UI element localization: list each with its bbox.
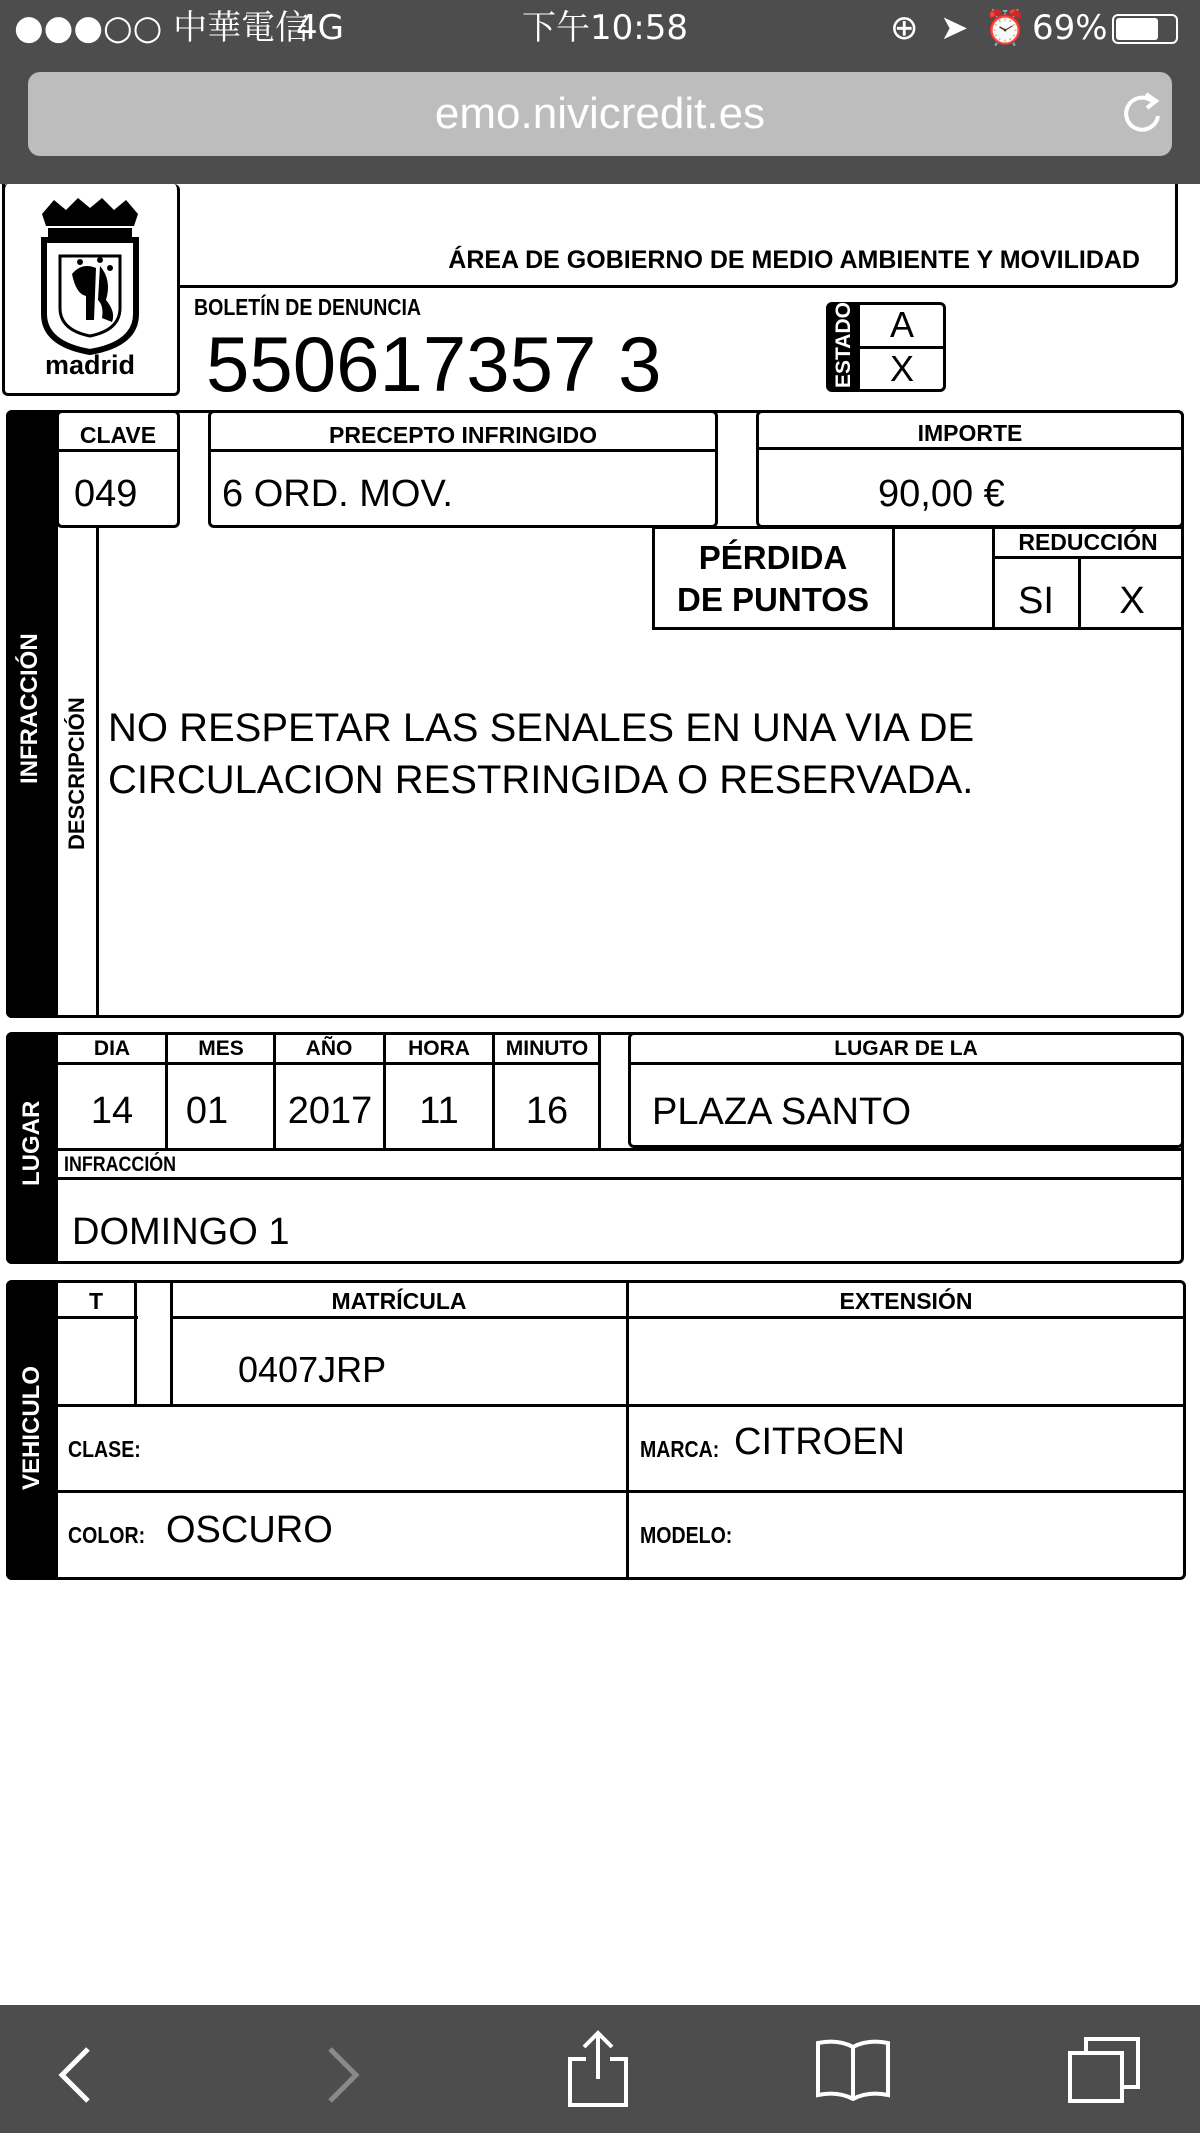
lugar-mid-divider xyxy=(56,1148,1184,1151)
bulletin-number: 550617357 3 xyxy=(206,320,662,408)
hora-label: HORA xyxy=(408,1037,470,1060)
importe-label: IMPORTE xyxy=(917,420,1023,446)
clave-divider xyxy=(56,449,180,452)
clock: 下午10:58 xyxy=(522,8,688,48)
clave-label: CLAVE xyxy=(79,422,157,448)
marca-value: CITROEN xyxy=(734,1421,905,1463)
t-label: T xyxy=(88,1288,104,1314)
modelo-label: MODELO: xyxy=(640,1522,733,1548)
carrier-label: ●●●○○ 中華電信 xyxy=(14,8,310,48)
url-field[interactable] xyxy=(28,72,1172,156)
matricula-header-divider xyxy=(170,1316,1186,1319)
rotation-lock-icon: ⊕ xyxy=(890,8,919,48)
dia-label: DIA xyxy=(93,1037,131,1060)
browser-address-bar xyxy=(0,58,1200,184)
tabs-icon[interactable] xyxy=(1066,2035,1142,2105)
mes-value: 01 xyxy=(185,1090,229,1132)
extension-label: EXTENSIÓN xyxy=(839,1288,973,1314)
marca-label: MARCA: xyxy=(640,1436,720,1462)
madrid-coat-of-arms-icon xyxy=(20,196,160,356)
reduccion-si: SI xyxy=(1018,580,1054,622)
logo-text: madrid xyxy=(44,350,136,380)
network-label: 4G xyxy=(296,8,344,48)
reduccion-label: REDUCCIÓN xyxy=(1018,529,1158,555)
browser-toolbar xyxy=(0,2005,1200,2133)
mes-label: MES xyxy=(198,1037,244,1060)
descripcion-line-2: CIRCULACION RESTRINGIDA O RESERVADA. xyxy=(108,758,974,802)
estado-value-x: X xyxy=(889,348,914,389)
matricula-value: 0407JRP xyxy=(238,1349,387,1390)
perdida-label-1: PÉRDIDA xyxy=(698,539,848,576)
lugar-de-la-label: LUGAR DE LA xyxy=(834,1037,978,1060)
descripcion-line-1: NO RESPETAR LAS SENALES EN UNA VIA DE xyxy=(108,706,975,750)
forward-icon[interactable] xyxy=(322,2045,362,2105)
vehiculo-label: VEHICULO xyxy=(18,1365,45,1490)
location-icon: ➤ xyxy=(940,8,969,48)
descripcion-divider xyxy=(96,526,99,1018)
lugar-label: LUGAR xyxy=(18,1100,45,1186)
perdida-divider xyxy=(892,526,895,630)
infraccion-label: INFRACCIÓN xyxy=(16,633,43,784)
color-label: COLOR: xyxy=(68,1522,146,1548)
t-divider xyxy=(56,1316,138,1319)
reduccion-header-divider xyxy=(992,556,1184,559)
lugar-infraccion-label: INFRACCIÓN xyxy=(64,1153,177,1176)
date-header-divider xyxy=(56,1062,600,1065)
precepto-value: 6 ORD. MOV. xyxy=(222,473,453,515)
clave-value: 049 xyxy=(74,473,138,515)
clase-label: CLASE: xyxy=(68,1436,141,1462)
descripcion-label: DESCRIPCIÓN xyxy=(64,697,89,850)
department-title: ÁREA DE GOBIERNO DE MEDIO AMBIENTE Y MOVILIDAD xyxy=(448,246,1140,274)
vehiculo-row-divider-1 xyxy=(56,1404,1186,1407)
battery-percent: 69% xyxy=(1032,8,1108,48)
ano-label: AÑO xyxy=(305,1037,353,1060)
hora-value: 11 xyxy=(419,1090,459,1132)
reduccion-mark: X xyxy=(1119,580,1145,622)
lugar-place-divider xyxy=(628,1062,1184,1065)
matricula-label: MATRÍCULA xyxy=(331,1288,467,1314)
reload-icon[interactable] xyxy=(1120,88,1168,138)
status-bar xyxy=(0,0,1200,58)
perdida-label-2: DE PUNTOS xyxy=(677,581,869,618)
bookmarks-icon[interactable] xyxy=(814,2037,892,2101)
alarm-icon: ⏰ xyxy=(984,8,1027,48)
vehiculo-center-divider xyxy=(626,1280,629,1580)
lugar-infraccion-value: DOMINGO 1 xyxy=(72,1211,290,1253)
bulletin-label: BOLETÍN DE DENUNCIA xyxy=(194,294,422,320)
importe-divider xyxy=(756,447,1184,450)
precepto-label: PRECEPTO INFRINGIDO xyxy=(329,422,597,448)
importe-value: 90,00 € xyxy=(878,473,1005,515)
color-value: OSCURO xyxy=(166,1509,333,1551)
vehiculo-row-divider-2 xyxy=(56,1490,1186,1493)
url-text: emo.nivicredit.es xyxy=(434,89,766,138)
minuto-label: MINUTO xyxy=(505,1037,589,1060)
lugar-value: PLAZA SANTO xyxy=(652,1091,912,1133)
ano-value: 2017 xyxy=(287,1090,373,1132)
share-icon[interactable] xyxy=(566,2029,630,2109)
estado-label: ESTADO xyxy=(832,302,855,388)
minuto-value: 16 xyxy=(525,1090,569,1132)
dia-value: 14 xyxy=(90,1090,134,1132)
lugar-infraccion-divider xyxy=(56,1177,1184,1180)
battery-icon xyxy=(1112,14,1178,44)
estado-value-a: A xyxy=(889,304,914,345)
back-icon[interactable] xyxy=(56,2045,96,2105)
precepto-divider xyxy=(208,449,718,452)
